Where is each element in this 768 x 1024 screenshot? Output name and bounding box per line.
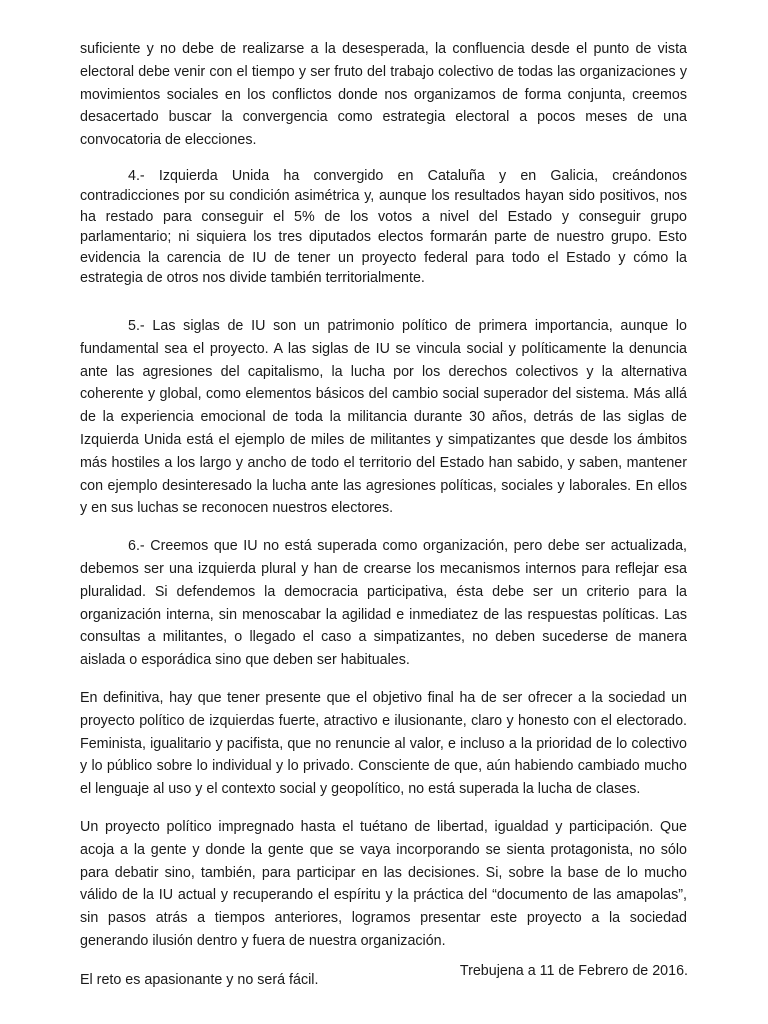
paragraph-convergence-intro: suficiente y no debe de realizarse a la desesperada, la confluencia desde el punto de vista electoral debe venir con el tiempo y ser fruto del trabajo colectivo de todas las organizaciones y movimientos sociales en los conflictos donde nos organizamos de forma conjunta, creemos desacertado buscar la convergencia como estrategia electoral a pocos meses de una convocatoria de elecciones. [80,41,687,149]
paragraph-en-definitiva: En definitiva, hay que tener presente que el objetivo final ha de ser ofrecer a la sociedad un proyecto político de izquierdas fuerte, atractivo e ilusionante, claro y honesto con el electorado. Feminista, igualitario y pacifista, que no renuncie al valor, e incluso a la prioridad de lo colectivo y lo público sobre lo individual y lo privado. Consciente de que, aún habiendo cambiado mucho el lenguaje al uso y el contexto social y geopolítico, no está superada la lucha de clases. [80,689,687,798]
document-body [80,38,687,992]
paragraph-closing: El reto es apasionante y no será fácil. [80,971,319,988]
paragraph-point-6: 6.- Creemos que IU no está superada como organización, pero debe ser actualizada, debemos ser una izquierda plural y han de crearse los mecanismos internos para reflejar esa pluralidad. Si defendemos la democracia participativa, ésta debe ser un criterio para la organización interna, sin menoscabar la agilidad e inmediatez de las respuestas políticas. Las consultas a militantes, o llegado el caso a simpatizantes, no deben sucederse de manera aislada o esporádica sino que deben ser habituales. [80,538,687,669]
signature-date-line: Trebujena a 11 de Febrero de 2016. [459,963,688,979]
paragraph-point-5: 5.- Las siglas de IU son un patrimonio político de primera importancia, aunque lo fundamental sea el proyecto. A las siglas de IU se vincula social y políticamente la denuncia ante las agresiones del capitalismo, la lucha por los derechos colectivos y la alternativa coherente y global, como elementos básicos del cambio social superador del sistema. Más allá de la experiencia emocional de toda la militancia durante 30 años, detrás de las siglas de Izquierda Unida está el ejemplo de miles de militantes y simpatizantes que desde los ámbitos más hostiles a los largo y ancho de todo el territorio del Estado han sabido, y saben, mantener con ejemplo desinteresado la lucha ante las agresiones políticas, sociales y laborales. En ellos y en sus luchas se reconocen nuestros electores. [80,317,687,517]
paragraph-point-4: 4.- Izquierda Unida ha convergido en Cataluña y en Galicia, creándonos contradicciones por su condición asimétrica y, aunque los resultados hayan sido positivos, nos ha restado para conseguir el 5% de los votos a nivel del Estado y conseguir grupo parlamentario; ni siquiera los tres diputados electos formarán parte de nuestro grupo. Esto evidencia la carencia de IU de tener un proyecto federal para todo el Estado y cómo la estrategia de otros nos divide también territorialmente. [80,167,687,287]
paragraph-proyecto-politico: Un proyecto político impregnado hasta el tuétano de libertad, igualdad y participación. Que acoja a la gente y donde la gente que se vaya incorporando se sienta protagonista, no sólo para debatir sino, también, para participar en las decisiones. Si, sobre la base de lo mucho válido de la IU actual y recuperando el espíritu y la práctica del “documento de las amapolas”, sin pasos atrás a tiempos anteriores, logramos presentar este proyecto a la sociedad generando ilusión dentro y fuera de nuestra organización. [80,818,687,949]
